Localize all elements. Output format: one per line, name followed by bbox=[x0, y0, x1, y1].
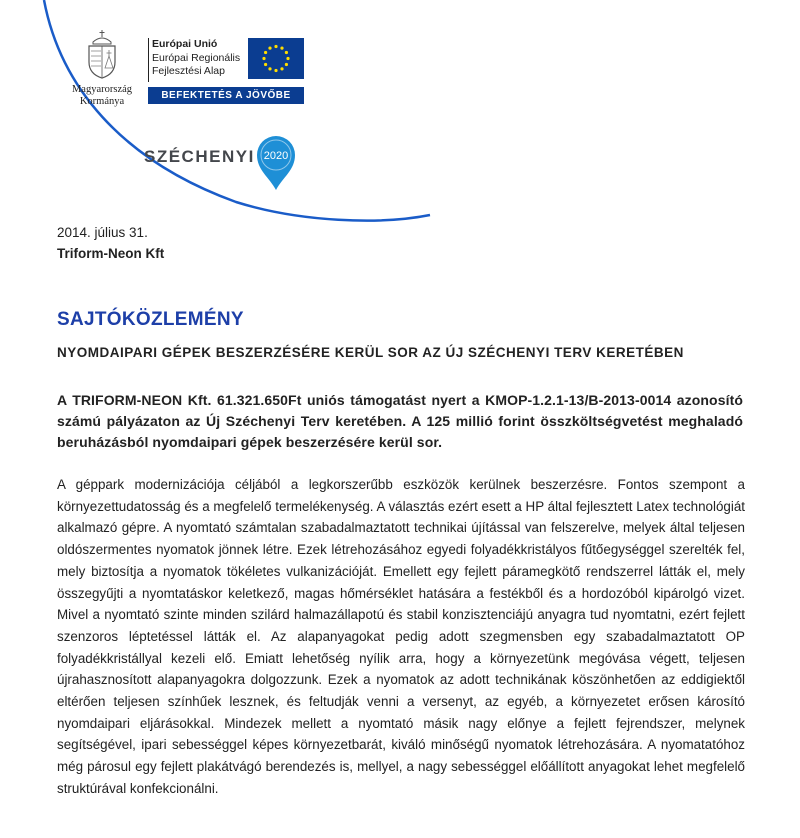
hungarian-coat-of-arms-icon bbox=[84, 28, 120, 80]
eu-logo-line3: Fejlesztési Alap bbox=[152, 65, 225, 77]
eu-flag-icon bbox=[248, 38, 304, 79]
document-meta bbox=[57, 222, 164, 264]
eu-logo-line2: Európai Regionális bbox=[152, 51, 241, 64]
header bbox=[0, 0, 800, 200]
eu-slogan-banner: BEFEKTETÉS A JÖVŐBE bbox=[148, 87, 304, 104]
szechenyi-logo-text: SZÉCHENYI bbox=[144, 147, 255, 166]
document-subtitle: NYOMDAIPARI GÉPEK BESZERZÉSÉRE KERÜL SOR AZ ÚJ SZÉCHENYI TERV KERETÉBEN bbox=[57, 345, 684, 360]
body-paragraph: A géppark modernizációja céljából a legkorszerűbb eszközök kerülnek beszerzésre. Fontos szempont a környezettudatosság és a megfelelő termelékenység. A választás ezért esett a HP által fejlesztett Latex technológiát alkalmazó gépre. A nyomtató számtalan szabadalmaztatott technikai újítással van felszerelve, melyek által teljesen oldószermentes nyomatok jönnek létre. Ezek létrehozásához egyedi folyadékkristályos fűtőegységgel szerelték fel, mely biztosítja a nyomatok tökéletes vulkanizációját. Emellett egy fejlett páramegkötő rendszerrel látták el, mely összegyűjti a nyomtatáskor keletkező, magas hőmérséklet hatására a festékből és a hordozóból kipárolgó vizet. Mivel a nyomtató szinte minden szilárd halmazállapotú és stabil konzisztenciájú anyagra tud nyomtatni, ezért fejlett szenzoros léptetéssel látták el. Az alapanyagokat pedig adott szegmensben egy szabadalmaztatott OP folyadékkristállyal kezeli elő. Emiatt lehetőség nyílik arra, hogy a környezetünk megóvása végett, teljesen újrahasznosított alapanyagokra dolgozzunk. Ezek a nyomatok az adott technikának köszönhetően az eddigiektől eltérően teljesen színhűek lesznek, és feltudják venni a versenyt, az egyéb, a környezetet erősen károsító nyomdaipari eljárásokkal. Mindezek mellett a nyomtató másik nagy előnye a fejlett fejrendszer, melynek segítségével, ipari sebességgel képes környezetbarát, kiváló minőségű nyomatok létrehozására. A nyomatatóhoz még párosul egy fejlett plakátvágó berendezés is, mellyel, a nagy sebességgel előállított anyagokat lehet megfelelő struktúrával konfekcionálni. bbox=[57, 477, 745, 796]
eu-divider bbox=[148, 38, 149, 82]
document-title: SAJTÓKÖZLEMÉNY bbox=[57, 309, 244, 330]
government-logo-text bbox=[60, 84, 144, 108]
government-logo-line1: Magyarország bbox=[71, 84, 133, 95]
location-pin-icon bbox=[253, 133, 299, 191]
document-date: 2014. július 31. bbox=[57, 225, 148, 240]
document-company: Triform-Neon Kft bbox=[57, 246, 165, 261]
eu-logo-line1: Európai Unió bbox=[152, 38, 218, 50]
eu-logo-text bbox=[152, 38, 240, 79]
szechenyi-logo-year: 2020 bbox=[263, 150, 289, 162]
government-logo-line2: Kormánya bbox=[79, 96, 125, 107]
lead-paragraph: A TRIFORM-NEON Kft. 61.321.650Ft uniós támogatást nyert a KMOP-1.2.1-13/B-2013-0014 azonosító számú pályázaton az Új Széchenyi Terv keretében. A 125 millió forint összköltségvetést meghaladó beruházásból nyomdaipari gépek beszerzésére kerül sor. bbox=[57, 392, 743, 450]
